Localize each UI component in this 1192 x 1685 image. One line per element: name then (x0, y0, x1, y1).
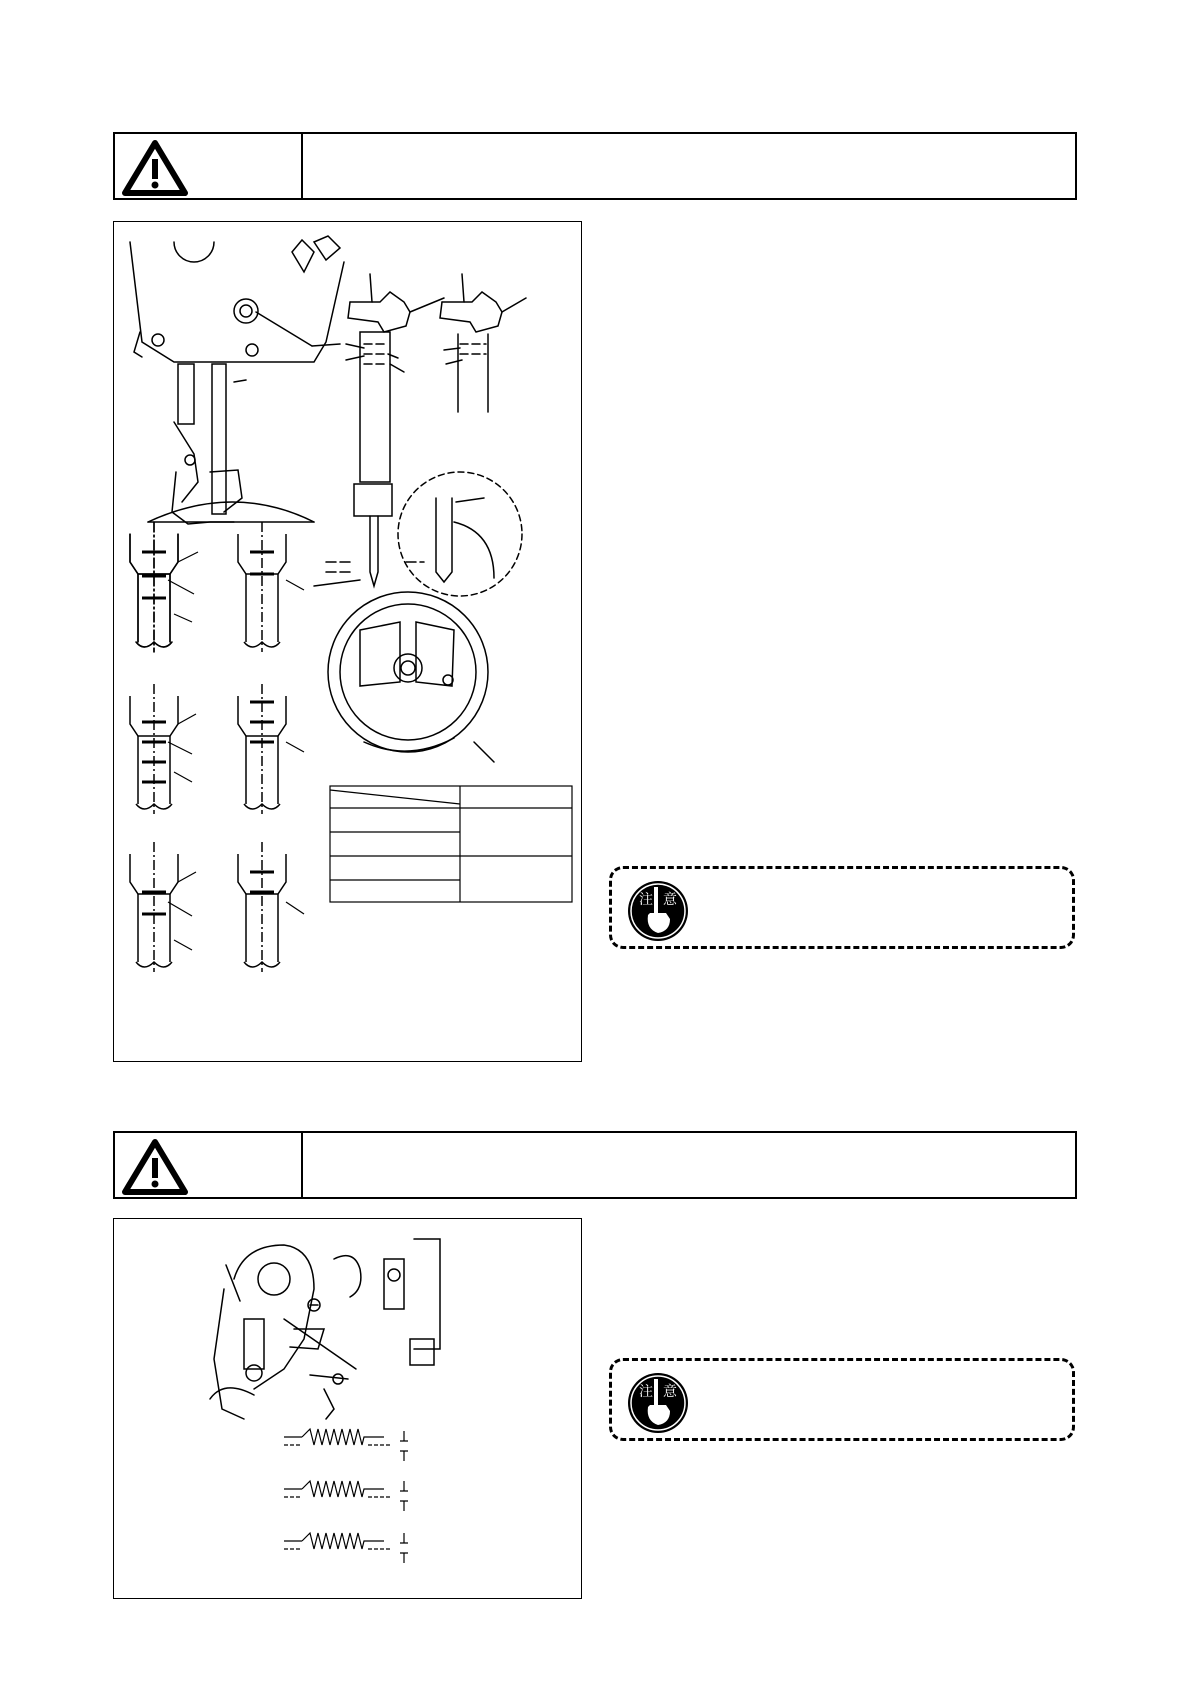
caution-badge-glyph-2: 意 (663, 892, 677, 908)
caution-badge-glyph-1: 注 (639, 892, 653, 908)
warning-box-2 (113, 1131, 1077, 1199)
caution-hand-icon (626, 879, 690, 948)
figure-adjust-needle-hook (113, 221, 582, 1062)
warning-icon-cell (115, 1133, 303, 1197)
caution-badge-glyph-2: 意 (663, 1384, 677, 1400)
needle-hook-table (330, 786, 572, 902)
warning-box-1 (113, 132, 1077, 200)
caution-badge-glyph-1: 注 (639, 1384, 653, 1400)
caution-box-1 (609, 866, 1075, 949)
caution-hand-icon (626, 1371, 690, 1440)
warning-triangle-icon (121, 139, 189, 197)
figure-feed-dog-height (113, 1218, 582, 1599)
caution-box-2 (609, 1358, 1075, 1441)
warning-triangle-icon (121, 1138, 189, 1196)
needle-hook-illustration (114, 222, 580, 1060)
warning-icon-cell (115, 134, 303, 198)
feed-dog-illustration (114, 1219, 580, 1597)
